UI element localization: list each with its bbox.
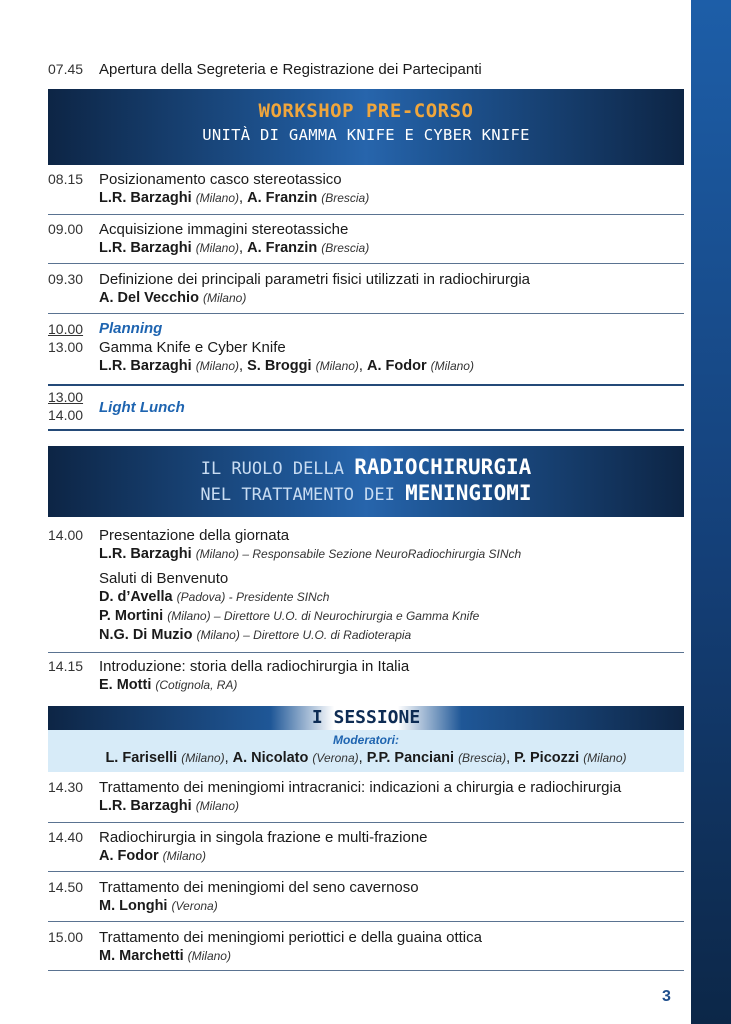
speaker-name: A. Franzin (247, 240, 318, 256)
banner-line-2 (48, 481, 684, 505)
moderator-name: P.P. Panciani (366, 750, 455, 766)
session-header (48, 706, 684, 730)
speaker-name: S. Broggi (247, 358, 312, 374)
speaker-name: M. Marchetti (99, 948, 184, 964)
banner-line-1 (48, 455, 684, 479)
speaker-affiliation: (Padova) - Presidente SINch (176, 590, 330, 604)
speakers (99, 357, 684, 376)
speaker-name: L.R. Barzaghi (99, 546, 192, 562)
speaker-affiliation: (Milano) (195, 799, 240, 813)
speakers (99, 947, 684, 966)
welcome-title: Saluti di Benvenuto (99, 570, 229, 587)
time-end: 14.00 (48, 407, 84, 423)
separator: , (239, 240, 248, 256)
speakers (99, 545, 684, 564)
row-time: 14.50 (48, 879, 84, 895)
row-title: Trattamento dei meningiomi periottici e della guaina ottica (99, 929, 482, 946)
speaker-name: L.R. Barzaghi (99, 798, 192, 814)
speaker-name: L.R. Barzaghi (99, 190, 192, 206)
speaker-name: L.R. Barzaghi (99, 240, 192, 256)
row-title: Posizionamento casco stereotassico (99, 171, 342, 188)
lunch-label: Light Lunch (99, 399, 185, 416)
time-end: 13.00 (48, 339, 84, 355)
time-start: 13.00 (48, 389, 84, 405)
speaker-affiliation: (Cotignola, RA) (155, 678, 238, 692)
row-time-range (48, 320, 96, 356)
row-title: Trattamento dei meningiomi intracranici: indicazioni a chirurgia e radiochirurgia (99, 779, 622, 796)
banner-text-thin: NEL TRATTAMENTO DEI (200, 485, 406, 505)
row-time: 14.30 (48, 779, 84, 795)
banner-text-bold: RADIOCHIRURGIA (354, 455, 532, 479)
workshop-banner (48, 89, 684, 165)
speakers (99, 847, 684, 866)
speaker-affiliation: (Milano) – Responsabile Sezione NeuroRadiochirurgia SINch (195, 547, 522, 561)
side-decoration-bar (691, 0, 731, 1024)
row-time: 14.40 (48, 829, 84, 845)
banner-text-bold: MENINGIOMI (405, 481, 532, 505)
row-title: Apertura della Segreteria e Registrazione dei Partecipanti (99, 61, 482, 78)
speakers (99, 676, 684, 695)
row-title: Radiochirurgia in singola frazione e multi-frazione (99, 829, 428, 846)
row-divider (48, 871, 684, 872)
row-divider (48, 214, 684, 215)
row-divider (48, 921, 684, 922)
speaker-affiliation: (Milano) (195, 359, 240, 373)
row-time: 09.30 (48, 271, 84, 287)
speakers (99, 189, 684, 208)
row-divider (48, 822, 684, 823)
row-title: Definizione dei principali parametri fisici utilizzati in radiochirurgia (99, 271, 531, 288)
session-title: I SESSIONE (311, 707, 421, 728)
moderator-name: L. Fariselli (105, 750, 178, 766)
moderators-box (48, 730, 684, 772)
row-divider (48, 263, 684, 264)
speaker-name: A. Franzin (247, 190, 318, 206)
row-title: Gamma Knife e Cyber Knife (99, 339, 286, 356)
moderator-affiliation: (Milano) (181, 751, 225, 765)
speaker-affiliation: (Milano) – Direttore U.O. di Radioterapia (196, 628, 412, 642)
separator: , (224, 750, 233, 766)
speaker-affiliation: (Verona) (171, 899, 218, 913)
banner-subtitle: UNITÀ DI GAMMA KNIFE E CYBER KNIFE (202, 126, 530, 144)
speaker-name: P. Mortini (99, 608, 164, 624)
speaker-affiliation: (Milano) (187, 949, 231, 963)
separator: , (239, 358, 248, 374)
row-time: 07.45 (48, 61, 84, 77)
moderator-affiliation: (Milano) (583, 751, 627, 765)
planning-label: Planning (99, 320, 163, 337)
speaker-affiliation: (Milano) (430, 359, 474, 373)
row-time: 08.15 (48, 171, 84, 187)
moderator-name: P. Picozzi (514, 750, 580, 766)
speaker-affiliation: (Brescia) (321, 241, 370, 255)
welcome-speaker (99, 588, 684, 607)
speakers (99, 239, 684, 258)
row-title: Trattamento dei meningiomi del seno cavernoso (99, 879, 419, 896)
row-divider (48, 970, 684, 971)
session-theme-banner (48, 446, 684, 517)
speaker-affiliation: (Milano) (315, 359, 359, 373)
row-divider (48, 652, 684, 653)
time-start: 10.00 (48, 321, 84, 337)
speaker-name: E. Motti (99, 677, 152, 693)
row-title: Presentazione della giornata (99, 527, 290, 544)
speaker-name: D. d’Avella (99, 589, 173, 605)
row-time: 09.00 (48, 221, 84, 237)
speaker-name: A. Fodor (99, 848, 159, 864)
row-title: Introduzione: storia della radiochirurgia in Italia (99, 658, 410, 675)
separator: , (506, 750, 515, 766)
separator: , (358, 358, 367, 374)
separator: , (239, 190, 248, 206)
speaker-affiliation: (Milano) – Direttore U.O. di Neurochirurgia e Gamma Knife (167, 609, 480, 623)
speaker-affiliation: (Brescia) (321, 191, 370, 205)
moderator-name: A. Nicolato (232, 750, 309, 766)
banner-text-thin: IL RUOLO DELLA (200, 459, 355, 479)
speaker-affiliation: (Milano) (202, 291, 247, 305)
moderator-affiliation: (Verona) (312, 751, 359, 765)
welcome-speaker (99, 626, 684, 645)
separator: , (358, 750, 367, 766)
welcome-speaker (99, 607, 684, 626)
row-divider (48, 313, 684, 314)
row-divider (48, 429, 684, 431)
banner-title: WORKSHOP PRE-CORSO (258, 100, 474, 122)
row-time: 14.00 (48, 527, 84, 543)
speaker-name: L.R. Barzaghi (99, 358, 192, 374)
speaker-affiliation: (Milano) (162, 849, 206, 863)
row-title: Acquisizione immagini stereotassiche (99, 221, 349, 238)
row-time: 15.00 (48, 929, 84, 945)
moderator-affiliation: (Brescia) (458, 751, 507, 765)
speakers (99, 289, 684, 308)
speaker-affiliation: (Milano) (195, 191, 240, 205)
row-time-range (48, 388, 96, 424)
speaker-name: M. Longhi (99, 898, 168, 914)
page-number: 3 (662, 988, 671, 1005)
speaker-affiliation: (Milano) (195, 241, 240, 255)
speaker-name: N.G. Di Muzio (99, 627, 193, 643)
moderators-label: Moderatori: (333, 733, 399, 747)
speaker-name: A. Del Vecchio (99, 290, 199, 306)
speakers (99, 897, 684, 916)
speakers (99, 797, 684, 816)
row-time: 14.15 (48, 658, 84, 674)
speaker-name: A. Fodor (366, 358, 427, 374)
row-divider (48, 384, 684, 386)
moderators-list (48, 748, 684, 768)
